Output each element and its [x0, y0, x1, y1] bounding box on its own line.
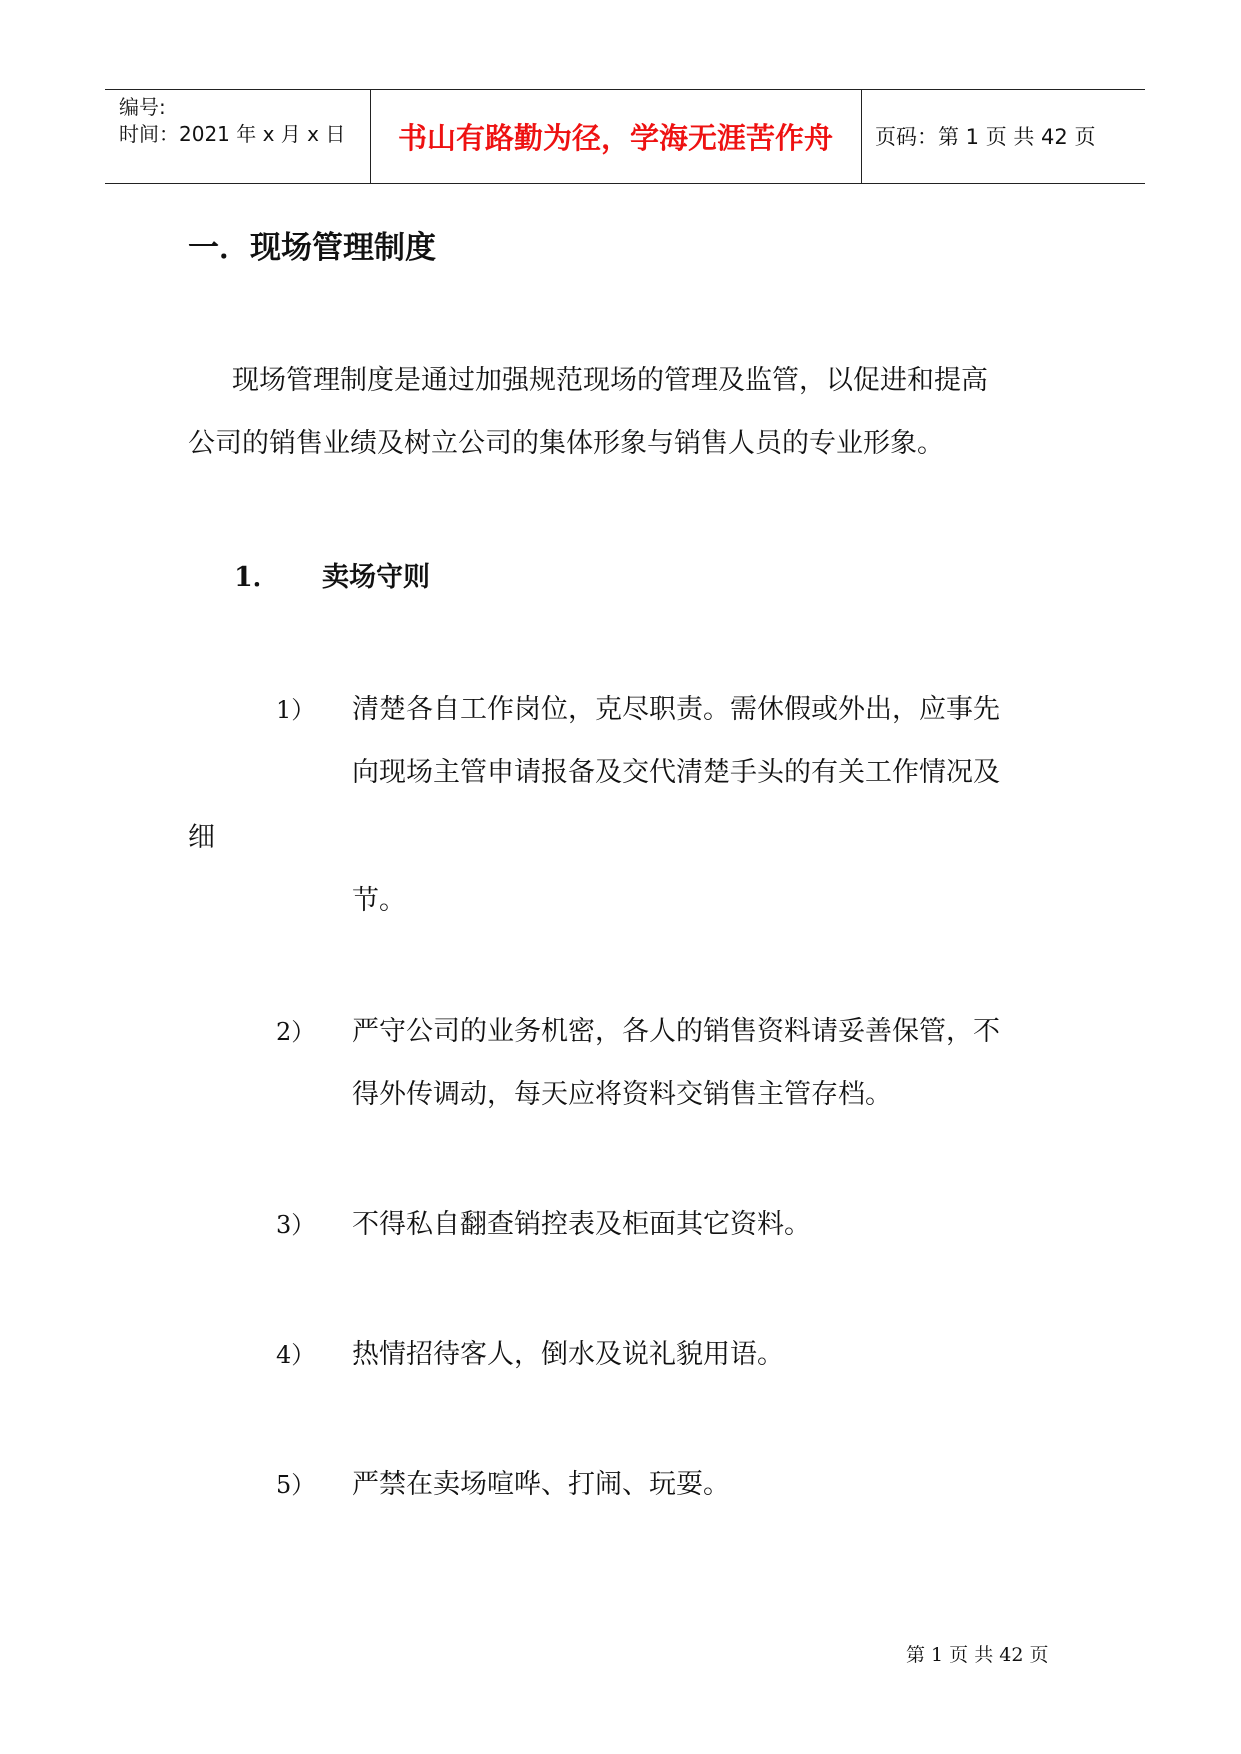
section-title: 一．现场管理制度 — [188, 230, 436, 266]
page-header — [105, 89, 1145, 184]
list-item-text: 严守公司的业务机密，各人的销售资料请妥善保管，不 — [352, 1016, 1000, 1047]
list-item-number: 1） — [276, 696, 316, 724]
list-item-text: 向现场主管申请报备及交代清楚手头的有关工作情况及 — [352, 757, 1000, 788]
list-item-text: 热情招待客人，倒水及说礼貌用语。 — [352, 1339, 784, 1370]
list-item-number: 3） — [276, 1211, 316, 1239]
list-item-text: 严禁在卖场喧哗、打闹、玩耍。 — [352, 1469, 730, 1500]
list-item-text: 得外传调动，每天应将资料交销售主管存档。 — [352, 1079, 892, 1110]
header-meta — [119, 94, 345, 148]
header-divider — [861, 90, 862, 183]
list-item-text: 不得私自翻查销控表及柜面其它资料。 — [352, 1209, 811, 1240]
list-item-text: 节。 — [352, 885, 406, 916]
header-page-label: 页码：第 1 页 共 42 页 — [875, 125, 1096, 149]
page-footer: 第 1 页 共 42 页 — [906, 1644, 1049, 1666]
list-item-number: 4） — [276, 1341, 316, 1369]
list-item-number: 5） — [276, 1471, 316, 1499]
list-item-number: 2） — [276, 1018, 316, 1046]
list-item-text: 清楚各自工作岗位，克尽职责。需休假或外出，应事先 — [352, 694, 1000, 725]
subsection-title: 卖场守则 — [322, 562, 430, 593]
header-motto: 书山有路勤为径，学海无涯苦作舟 — [397, 120, 833, 155]
intro-line-2: 公司的销售业绩及树立公司的集体形象与销售人员的专业形象。 — [188, 428, 944, 459]
document-time-label: 时间：2021 年 x 月 x 日 — [119, 122, 346, 146]
list-item-text: 细 — [188, 822, 215, 853]
document-number-label: 编号: — [119, 95, 166, 119]
subsection-number: 1． — [234, 562, 280, 593]
intro-line-1: 现场管理制度是通过加强规范现场的管理及监管，以促进和提高 — [232, 365, 988, 396]
